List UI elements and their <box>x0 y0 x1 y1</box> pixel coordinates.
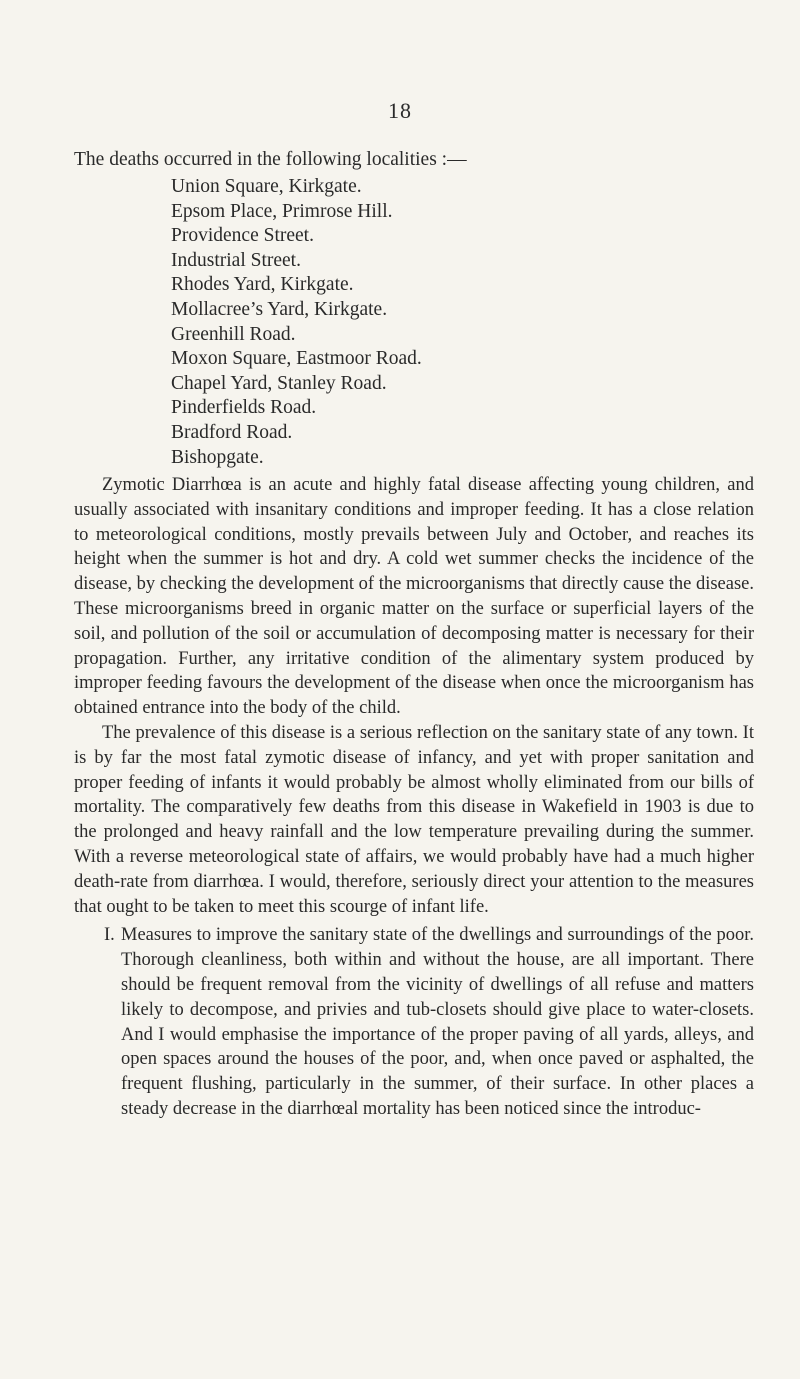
locality-item: Industrial Street. <box>171 249 301 271</box>
intro-line: The deaths occurred in the following localities :— <box>74 149 467 170</box>
measure-item <box>74 923 754 1121</box>
measure-text: Measures to improve the sanitary state of the dwellings and surroundings of the poor. Thorough cleanliness, both within and without the house, are all important. There should be frequent removal from the vicinity of dwellings of all refuse and matters likely to decompose, and privies and tub-closets should give place to water-closets. And I would emphasise the importance of the proper paving of all yards, alleys, and open spaces around the houses of the poor, and, when once paved or asphalted, the frequent flushing, particularly in the summer, of their surface. In other places a steady decrease in the diarrhœal mortality has been noticed since the introduc- <box>121 925 754 1119</box>
measure-number: I. <box>104 925 115 946</box>
locality-item: Union Square, Kirkgate. <box>171 176 362 197</box>
paragraph-diarrhoea: Zymotic Diarrhœa is an acute and highly fatal disease affecting young children, and usually associated with insanitary conditions and improper feeding. It has a close relation to meteorological conditions, mostly prevails between July and October, and reaches its height when the summer is hot and dry. A cold wet summer checks the incidence of the disease, by checking the development of the microorganisms that directly cause the disease. These microorganisms breed in organic matter on the surface or superficial layers of the soil, and pollution of the soil or accumulation of decomposing matter is necessary for their propagation. Further, any irritative condition of the alimentary system produced by improper feeding favours the development of the disease when once the microorganism has obtained entrance into the body of the child. <box>74 475 754 719</box>
localities-list <box>171 175 422 470</box>
page-number: 18 <box>388 98 412 123</box>
locality-item: Greenhill Road. <box>171 323 296 345</box>
locality-item: Bishopgate. <box>171 446 264 468</box>
locality-item: Providence Street. <box>171 225 314 247</box>
body-text <box>74 473 754 1122</box>
locality-item: Chapel Yard, Stanley Road. <box>171 372 387 394</box>
locality-item: Mollacree’s Yard, Kirkgate. <box>171 298 388 320</box>
paragraph-prevalence: The prevalence of this disease is a serious reflection on the sanitary state of any town. It is by far the most fatal zymotic disease of infancy, and yet with proper sanitation and proper feeding of infants it would probably be almost wholly eliminated from our bills of mortality. The comparatively few deaths from this disease in Wakefield in 1903 is due to the prolonged and heavy rainfall and the low temperature prevailing during the summer. With a reverse meteorological state of affairs, we would probably have had a much higher death-rate from diarrhœa. I would, therefore, seriously direct your attention to the measures that ought to be taken to meet this scourge of infant life. <box>74 722 754 917</box>
locality-item: Pinderfields Road. <box>171 397 317 419</box>
locality-item: Epsom Place, Primrose Hill. <box>171 200 393 222</box>
locality-item: Rhodes Yard, Kirkgate. <box>171 274 354 296</box>
locality-item: Moxon Square, Eastmoor Road. <box>171 348 422 370</box>
locality-item: Bradford Road. <box>171 421 293 443</box>
